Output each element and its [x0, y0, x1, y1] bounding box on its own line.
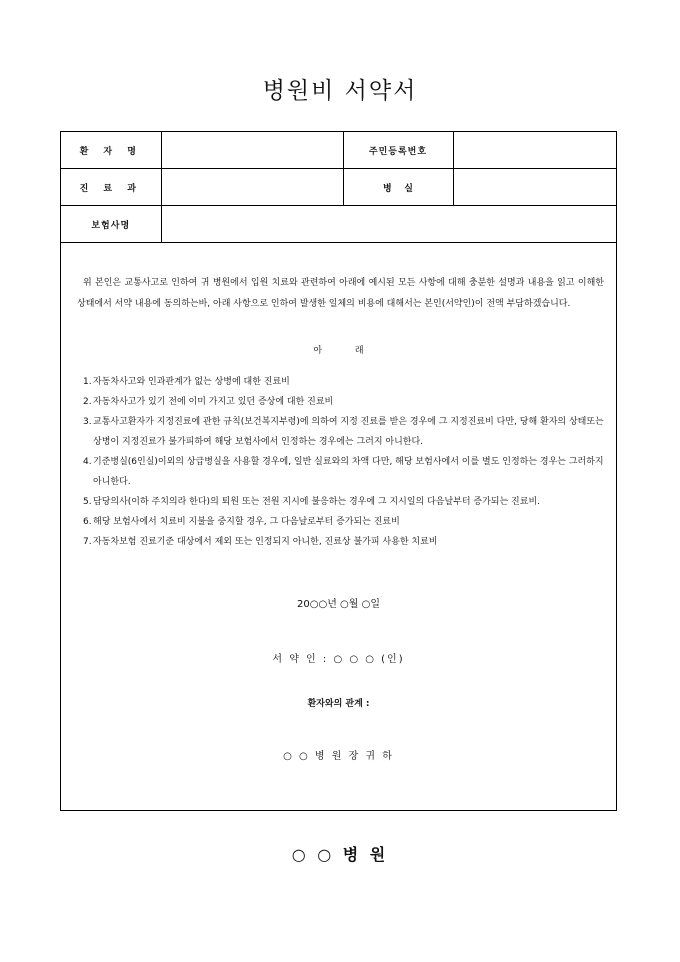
insurer-label: 보험사명 — [61, 206, 161, 243]
list-item — [83, 532, 604, 552]
relation-line: 환자와의 관계 : — [307, 699, 370, 709]
list-item — [83, 512, 604, 532]
item-text: 자동차사고가 있기 전에 이미 가지고 있던 증상에 대한 진료비 — [93, 397, 334, 407]
item-text: 자동차사고와 인과관계가 없는 상병에 대한 진료비 — [93, 377, 290, 387]
department-label: 진 료 과 — [61, 169, 161, 206]
item-number: 3. — [83, 417, 92, 427]
date-line: 20○○년 ○월 ○일 — [297, 599, 380, 610]
item-number: 6. — [83, 517, 92, 527]
insurer-field[interactable] — [161, 206, 616, 243]
department-field[interactable] — [161, 169, 343, 206]
item-number: 2. — [83, 397, 92, 407]
table-row — [61, 206, 616, 243]
table-row — [61, 132, 616, 169]
list-item — [83, 412, 604, 452]
patient-info-table — [61, 132, 616, 243]
ward-field[interactable] — [453, 169, 616, 206]
item-text: 담당의사(이하 주치의라 한다)의 퇴원 또는 전원 지시에 불응하는 경우에 그 지시일의 다음날부터 증가되는 진료비. — [93, 497, 541, 507]
document-title: 병원비 서약서 — [262, 78, 418, 104]
list-item — [83, 392, 604, 412]
item-text: 교통사고환자가 지정진료에 관한 규칙(보건복지부령)에 의하여 지정 진료를 받은 경우에 그 지정진료비 다만, 당해 환자의 상태또는 상병이 지정진료가 불가피하여 해당 보험사에서 인정하는 경우에는 그러지 아니한다. — [93, 417, 604, 447]
list-item — [83, 372, 604, 392]
item-text: 자동차보험 진료기준 대상에서 제외 또는 인정되지 아니한, 진료상 불가피 사용한 치료비 — [93, 537, 438, 547]
hospital-name-footer: ○ ○ 병 원 — [291, 845, 389, 864]
item-number: 5. — [83, 497, 92, 507]
ward-label: 병 실 — [343, 169, 453, 206]
item-text: 해당 보험사에서 치료비 지불을 중지할 경우, 그 다음날로부터 증가되는 진료비 — [93, 517, 400, 527]
item-text: 기준병실(6인실)이외의 상급병실을 사용할 경우에, 일반 실료와의 차액 다만, 해당 보험사에서 이를 별도 인정하는 경우는 그러하지 아니한다. — [93, 457, 604, 487]
list-item — [83, 492, 604, 512]
item-number: 7. — [83, 537, 92, 547]
resident-number-label: 주민등록번호 — [343, 132, 453, 169]
pledge-items-list — [83, 372, 604, 552]
pledge-form — [60, 131, 617, 811]
pledge-intro-text: 위 본인은 교통사고로 인하여 귀 병원에서 입원 치료와 관련하여 아래에 예시된 모든 사항에 대해 충분한 설명과 내용을 읽고 이해한 상태에서 서약 내용에 동의하는바, 아래 사항으로 인하여 발생한 일체의 비용에 대해서는 본인(서약인)이 전액 부담하겠습니다. — [77, 278, 604, 309]
table-row — [61, 169, 616, 206]
patient-name-label: 환 자 명 — [61, 132, 161, 169]
list-item — [83, 452, 604, 492]
addressee-line: ○ ○ 병 원 장 귀 하 — [283, 751, 394, 762]
signer-line: 서 약 인 : ○ ○ ○ (인) — [272, 654, 405, 665]
item-number: 1. — [83, 377, 92, 387]
section-title: 아 래 — [313, 346, 364, 356]
patient-name-field[interactable] — [161, 132, 343, 169]
item-number: 4. — [83, 457, 92, 467]
resident-number-field[interactable] — [453, 132, 616, 169]
